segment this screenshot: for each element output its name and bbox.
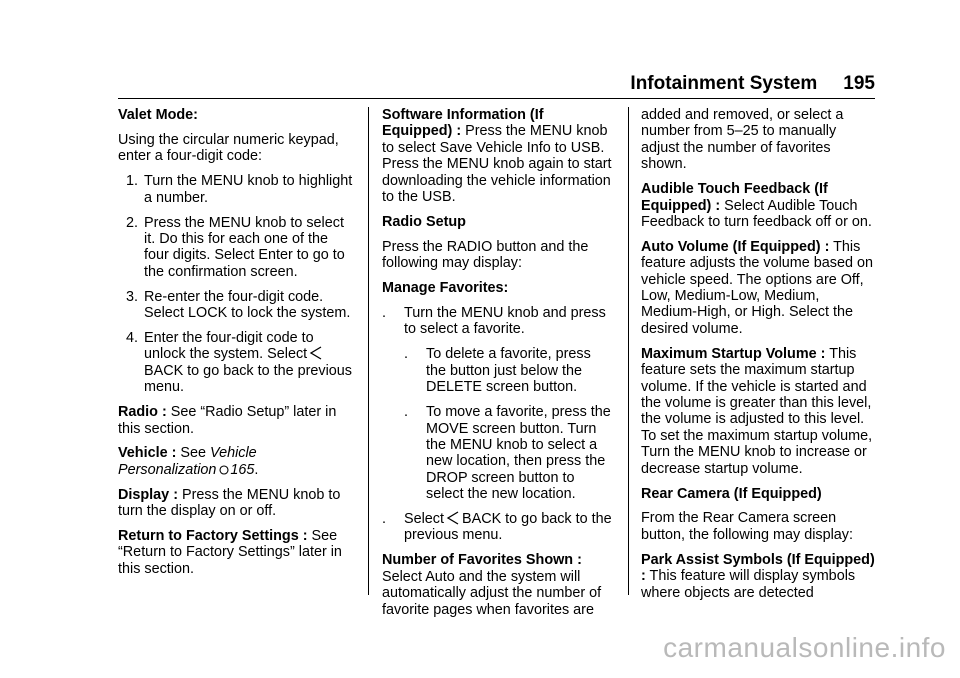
- display-item: Display : Press the MENU knob to turn the display on or off.: [118, 486, 341, 520]
- max-startup-volume-item: Maximum Startup Volume : This feature sets the maximum startup volume. If the vehicle is started and the volume is greater than this level, the volume is adjusted to this level. To set the maximum startup volume, Turn the MENU knob to increase or decrease startup volume.: [641, 345, 873, 477]
- sub-bullet-2: . To move a favorite, press the MOVE screen button. Turn the MENU knob to select a new location, then press the DROP screen button to select the new location.: [404, 404, 611, 503]
- num-favorites-item: Number of Favorites Shown : Select Auto and the system will automatically adjust the number of favorite pages when favorites are: [382, 552, 602, 618]
- page-header: [118, 73, 875, 95]
- column-2: [382, 107, 614, 626]
- page-ref-icon: [219, 465, 229, 475]
- back-icon: [446, 511, 460, 525]
- watermark: carmanualsonline.info: [663, 632, 946, 663]
- radio-item: Radio : See “Radio Setup” later in this section.: [118, 404, 337, 437]
- radio-setup-heading: Radio Setup: [382, 213, 466, 230]
- column-1: [118, 107, 356, 586]
- bullet-2: . Select BACK to go back to the previous menu.: [382, 511, 612, 544]
- radio-setup-text: Press the RADIO button and the following may display:: [382, 238, 589, 272]
- valet-intro: Using the circular numeric keypad, enter a four-digit code:: [118, 131, 339, 165]
- favorites-continued: added and removed, or select a number from 5–25 to manually adjust the number of favorites shown.: [641, 107, 844, 173]
- section-title: Infotainment System: [630, 73, 818, 94]
- valet-heading: Valet Mode:: [118, 107, 198, 123]
- factory-item: Return to Factory Settings : See “Return to Factory Settings” later in this section.: [118, 528, 342, 577]
- step-1: 1. Turn the MENU knob to highlight a number.: [125, 173, 353, 206]
- sub-bullet-1: . To delete a favorite, press the button just below the DELETE screen button.: [404, 346, 591, 396]
- step-4: 4. Enter the four-digit code to unlock the system. SelectBACK to go back to the previous menu.: [125, 329, 352, 396]
- software-item: Software Information (If Equipped) : Press the MENU knob to select Save Vehicle Info to USB. Press the MENU knob again to start downloading the vehicle information to the USB.: [382, 107, 612, 206]
- bullet-1: . Turn the MENU knob and press to select a favorite.: [382, 305, 606, 338]
- column-3: [641, 107, 877, 609]
- vehicle-item: Vehicle : See Vehicle Personalization 165.: [118, 445, 259, 478]
- auto-volume-item: Auto Volume (If Equipped) : This feature adjusts the volume based on vehicle speed. The options are Off, Low, Medium-Low, Medium, Medium-High, or High. Select the desired volume.: [641, 238, 873, 337]
- favorites-heading: Manage Favorites:: [382, 280, 509, 297]
- page-number: 195: [843, 73, 875, 94]
- step-2: 2. Press the MENU knob to select it. Do this for each one of the four digits. Select Enter to go to the confirmation screen.: [125, 214, 345, 280]
- rear-camera-heading: Rear Camera (If Equipped): [641, 485, 822, 502]
- rear-camera-text: From the Rear Camera screen button, the following may display:: [641, 510, 853, 543]
- park-assist-item: Park Assist Symbols (If Equipped) : This feature will display symbols where objects are detected: [641, 551, 875, 601]
- header-rule: [118, 98, 875, 99]
- back-icon: [309, 346, 323, 360]
- column-divider-1: [368, 107, 369, 595]
- audible-feedback-item: Audible Touch Feedback (If Equipped) : Select Audible Touch Feedback to turn feedback off or on.: [641, 181, 872, 230]
- step-3: 3. Re-enter the four-digit code. Select LOCK to lock the system.: [125, 288, 351, 322]
- column-divider-2: [628, 107, 629, 595]
